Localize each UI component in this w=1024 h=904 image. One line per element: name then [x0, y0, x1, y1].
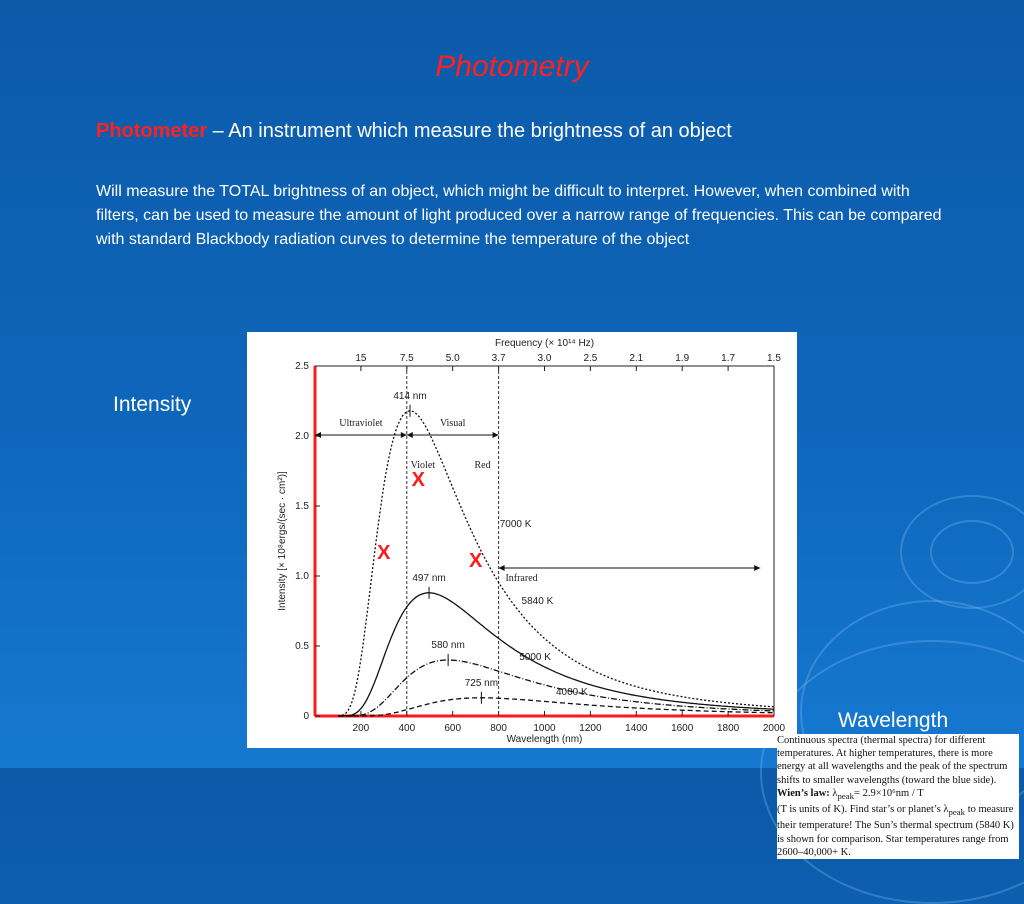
peak-label: 414 nm — [393, 390, 427, 402]
temperature-label: 5000 K — [519, 652, 551, 663]
freq-tick-label: 1.9 — [675, 353, 690, 364]
peak-label: 580 nm — [431, 640, 465, 651]
top-axis-label: Frequency (× 10¹⁴ Hz) — [494, 338, 595, 349]
chart-annotation — [777, 734, 1019, 859]
x-tick-label: 600 — [444, 723, 462, 734]
freq-tick-label: 2.5 — [583, 353, 598, 364]
definition-term: Photometer — [96, 120, 208, 142]
temperature-label: 4000 K — [555, 687, 588, 698]
arrow-head — [754, 565, 760, 571]
body-paragraph: Will measure the TOTAL brightness of an object, which might be difficult to interpret. However, when combined with filters, can be used to measure the amount of light produced over a narrow range of frequencies. This can be compared with standard Blackbody radiation curves to determine the temperature of the object — [96, 183, 942, 248]
x-tick-label: 1800 — [716, 723, 740, 734]
x-tick-label: 1000 — [533, 723, 556, 734]
color-label-violet: Violet — [410, 460, 436, 471]
temperature-label: 7000 K — [499, 519, 532, 530]
definition-text: – An instrument which measure the brightness of an object — [207, 120, 732, 142]
region-label-ultraviolet: Ultraviolet — [339, 418, 383, 429]
arrow-head — [407, 432, 413, 438]
x-tick-label: 800 — [490, 723, 507, 734]
x-mark: X — [468, 550, 483, 573]
y-tick-label: 0.5 — [295, 641, 309, 652]
region-label-visual: Visual — [439, 418, 466, 429]
freq-tick-label: 5.0 — [445, 353, 460, 364]
y-tick-label: 0 — [303, 711, 309, 722]
x-tick-label: 400 — [398, 723, 416, 734]
x-mark: X — [377, 541, 391, 564]
freq-tick-label: 15 — [355, 353, 367, 364]
annotation-text: Continuous spectra (thermal spectra) for different temperatures. At higher temperatures, there is more energy at all wavelengths and the peak of the spectrum shifts to smaller wavelengths (toward the blue side). — [777, 735, 1008, 786]
annotation-post: to measure their temperature! The Sun’s thermal spectrum (5840 K) is shown for comparison. Star temperatures range from 2600–40,000+ K. — [777, 804, 1014, 858]
peak-label: 725 nm — [464, 677, 499, 689]
region-label-infrared: Infrared — [505, 573, 538, 584]
freq-tick-label: 1.5 — [767, 353, 781, 364]
arrow-head — [499, 565, 505, 571]
x-tick-label: 1200 — [579, 723, 602, 734]
peak-label: 497 nm — [412, 572, 446, 584]
annotation-formula-sub: peak — [837, 790, 855, 801]
intensity-label: Intensity — [113, 393, 192, 416]
arrow-head — [493, 432, 499, 438]
x-tick-label: 1600 — [671, 723, 694, 734]
y-tick-label: 1.5 — [295, 501, 309, 512]
curve-7000k — [338, 411, 774, 716]
x-mark: X — [411, 469, 425, 491]
arrow-head — [401, 432, 407, 438]
definition — [96, 120, 976, 143]
y-tick-label: 2.5 — [295, 361, 309, 372]
freq-tick-label: 3.0 — [537, 353, 552, 364]
x-tick-label: 200 — [352, 723, 370, 734]
color-label-red: Red — [474, 460, 491, 471]
freq-tick-label: 7.5 — [399, 353, 414, 364]
y-axis-label: Intensity [× 10⁸ergs/(sec · cm²)] — [277, 471, 288, 611]
slide-title: Photometry — [435, 50, 589, 83]
annotation-law-label: Wien’s law: — [777, 787, 830, 799]
annotation-formula: λ — [829, 787, 838, 799]
freq-tick-label: 1.7 — [721, 353, 736, 364]
wavelength-label: Wavelength — [838, 709, 949, 732]
y-tick-label: 2.0 — [295, 431, 309, 442]
annotation-mid-sub: peak — [948, 807, 966, 818]
freq-tick-label: 2.1 — [629, 353, 644, 364]
x-axis-label: Wavelength (nm) — [506, 734, 583, 745]
y-tick-label: 1.0 — [295, 571, 309, 582]
annotation-mid: (T is units of K). Find star’s or planet’s λ — [777, 804, 949, 816]
chart-svg — [247, 332, 797, 748]
x-tick-label: 2000 — [762, 723, 786, 734]
x-tick-label: 1400 — [625, 723, 648, 734]
temperature-label: 5840 K — [521, 596, 554, 607]
annotation-formula-rest: = 2.9×10⁶nm / T — [854, 787, 924, 799]
ripple-decoration — [900, 495, 1024, 609]
freq-tick-label: 3.7 — [491, 353, 506, 364]
